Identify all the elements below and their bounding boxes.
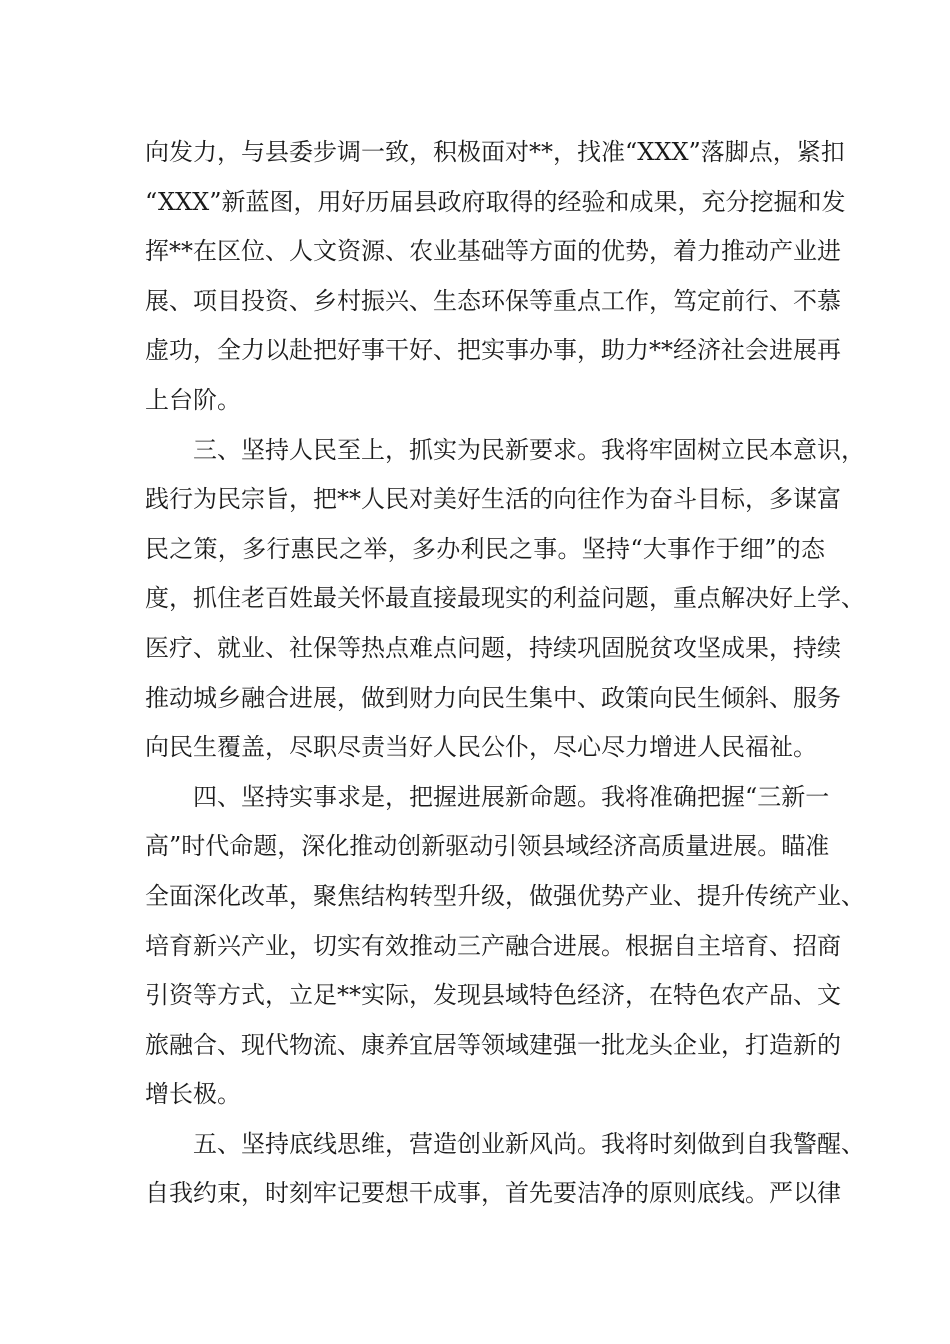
text-line: 全面深化改革，聚焦结构转型升级，做强优势产业、提升传统产业、 bbox=[145, 881, 865, 910]
text-line: 培育新兴产业，切实有效推动三产融合进展。根据自主培育、招商 bbox=[145, 931, 841, 960]
text-line: 高”时代命题，深化推动创新驱动引领县域经济高质量进展。瞄准 bbox=[145, 832, 830, 861]
paragraph-continuation bbox=[145, 128, 846, 426]
text-line: 挥**在区位、人文资源、农业基础等方面的优势，着力推动产业进 bbox=[145, 237, 841, 266]
paragraph-section-three bbox=[145, 426, 865, 773]
text-line: 五、坚持底线思维，营造创业新风尚。我将时刻做到自我警醒、 bbox=[193, 1129, 865, 1158]
paragraph-section-five bbox=[145, 1120, 865, 1219]
text-line: 四、坚持实事求是，把握进展新命题。我将准确把握“三新一 bbox=[193, 782, 830, 811]
text-line: 引资等方式，立足**实际，发现县域特色经济，在特色农产品、文 bbox=[145, 981, 841, 1010]
text-line: 向民生覆盖，尽职尽责当好人民公仆，尽心尽力增进人民福祉。 bbox=[145, 733, 817, 762]
text-line: 医疗、就业、社保等热点难点问题，持续巩固脱贫攻坚成果，持续 bbox=[145, 633, 841, 662]
text-line: 旅融合、现代物流、康养宜居等领域建强一批龙头企业，打造新的 bbox=[145, 1030, 841, 1059]
text-line: 自我约束，时刻牢记要想干成事，首先要洁净的原则底线。严以律 bbox=[145, 1179, 841, 1208]
text-line: 上台阶。 bbox=[145, 385, 241, 414]
text-line: 向发力，与县委步调一致，积极面对**，找准“XXX”落脚点，紧扣 bbox=[145, 138, 845, 166]
text-line: 推动城乡融合进展，做到财力向民生集中、政策向民生倾斜、服务 bbox=[145, 683, 841, 712]
document-body bbox=[145, 128, 865, 1219]
text-line: 度，抓住老百姓最关怀最直接最现实的利益问题，重点解决好上学、 bbox=[145, 584, 865, 613]
text-line: 展、项目投资、乡村振兴、生态环保等重点工作，笃定前行、不慕 bbox=[145, 286, 841, 315]
paragraph-section-four bbox=[145, 773, 865, 1120]
text-line: 虚功，全力以赴把好事干好、把实事办事，助力**经济社会进展再 bbox=[145, 336, 841, 365]
text-line: 践行为民宗旨，把**人民对美好生活的向往作为奋斗目标，多谋富 bbox=[145, 485, 841, 514]
text-line: 三、坚持人民至上，抓实为民新要求。我将牢固树立民本意识， bbox=[193, 435, 865, 464]
text-line: “XXX”新蓝图，用好历届县政府取得的经验和成果，充分挖掘和发 bbox=[145, 187, 846, 216]
text-line: 民之策，多行惠民之举，多办利民之事。坚持“大事作于细”的态 bbox=[145, 534, 825, 563]
text-line: 增长极。 bbox=[145, 1080, 241, 1109]
